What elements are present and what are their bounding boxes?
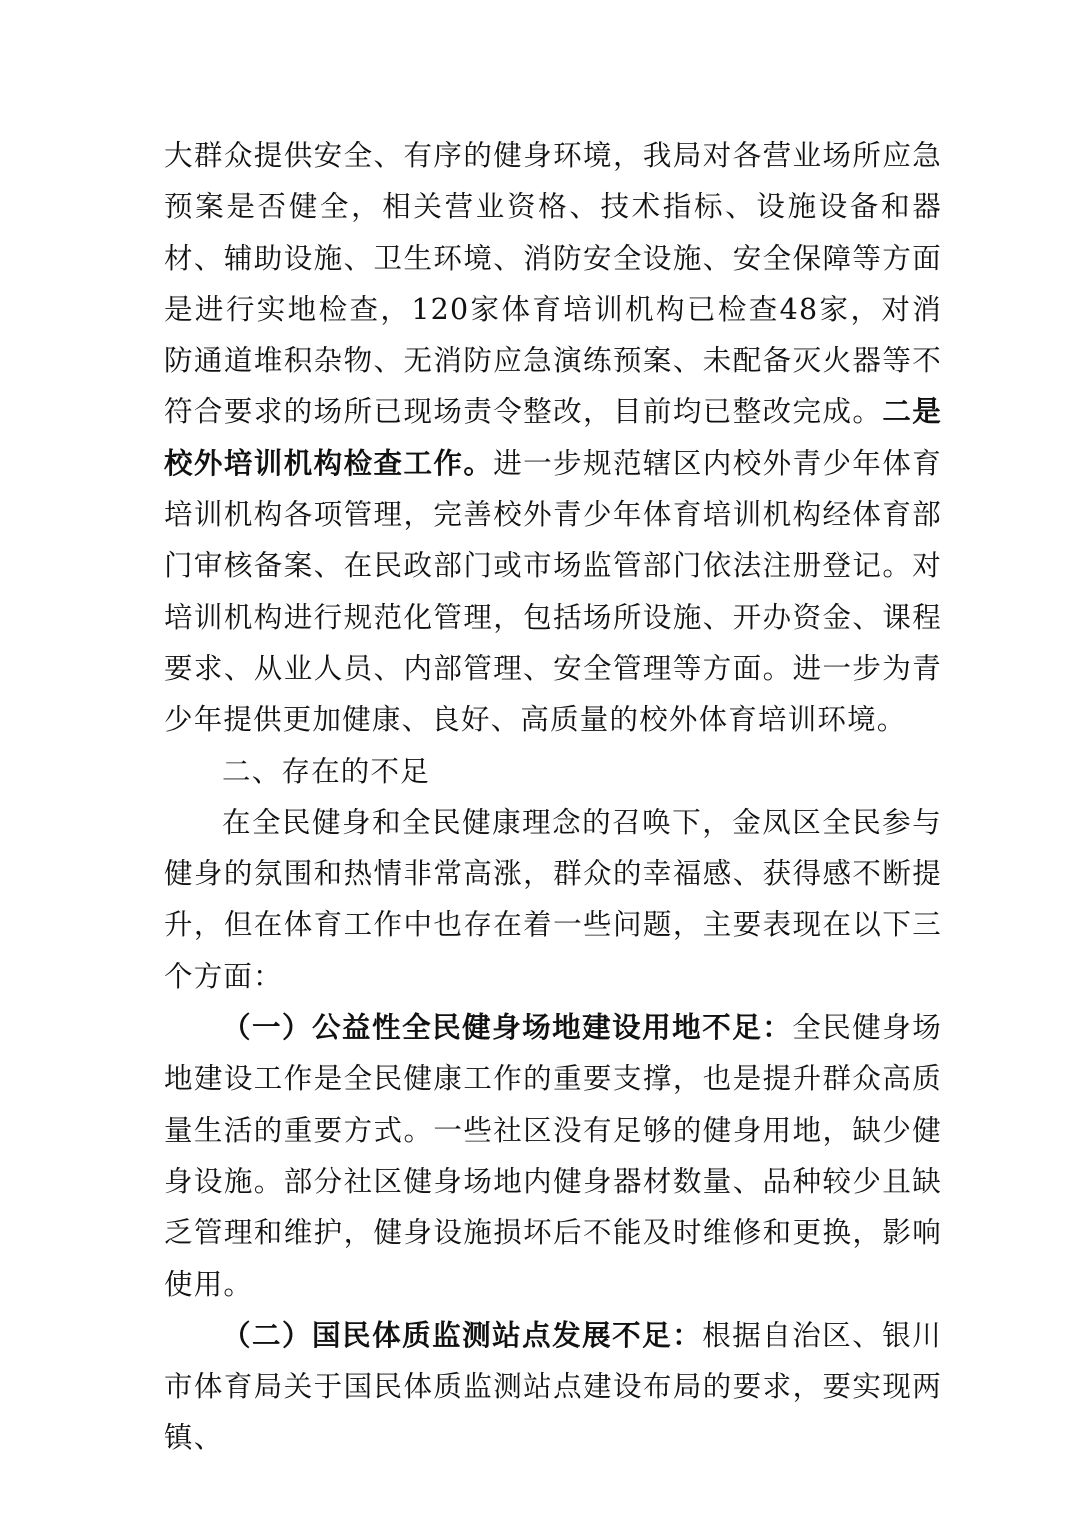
bold-heading-run: （二）国民体质监测站点发展不足：: [222, 1317, 703, 1352]
paragraph-item-one: [164, 1002, 942, 1310]
paragraph-item-two: [164, 1310, 942, 1464]
text-run: 在全民健身和全民健康理念的召唤下，金凤区全民参与健身的氛围和热情非常高涨，群众的幸福感、获得感不断提升，但在体育工作中也存在着一些问题，主要表现在以下三个方面：: [164, 805, 942, 993]
text-run: 大群众提供安全、有序的健身环境，我局对各营业场所应急预案是否健全，相关营业资格、技术指标、设施设备和器材、辅助设施、卫生环境、消防安全设施、安全保障等方面是进行实地检查，120家体育培训机构已检查48家，对消防通道堆积杂物、无消防应急演练预案、未配备灭火器等不符合要求的场所已现场责令整改，目前均已整改完成。: [164, 139, 942, 429]
paragraph-intro: [164, 797, 942, 1002]
text-run: 进一步规范辖区内校外青少年体育培训机构各项管理，完善校外青少年体育培训机构经体育部门审核备案、在民政部门或市场监管部门依法注册登记。对培训机构进行规范化管理，包括场所设施、开办资金、课程要求、从业人员、内部管理、安全管理等方面。进一步为青少年提供更加健康、良好、高质量的校外体育培训环境。: [164, 446, 942, 737]
section-heading-text: 二、存在的不足: [222, 754, 430, 788]
text-run: 根据自治区、银川市体育局关于国民体质监测站点建设布局的要求，要实现两镇、: [164, 1318, 942, 1455]
bold-heading-run: 二是校外培训机构检查工作。: [164, 394, 942, 480]
document-body: [164, 130, 942, 1464]
text-run: 全民健身场地建设工作是全民健康工作的重要支撑，也是提升群众高质量生活的重要方式。一些社区没有足够的健身用地，缺少健身设施。部分社区健身场地内健身器材数量、品种较少且缺乏管理和维护，健身设施损坏后不能及时维修和更换，影响使用。: [164, 1011, 942, 1301]
paragraph-inspection-work: [164, 130, 942, 746]
section-heading: [164, 746, 942, 797]
bold-heading-run: （一）公益性全民健身场地建设用地不足：: [222, 1010, 793, 1045]
